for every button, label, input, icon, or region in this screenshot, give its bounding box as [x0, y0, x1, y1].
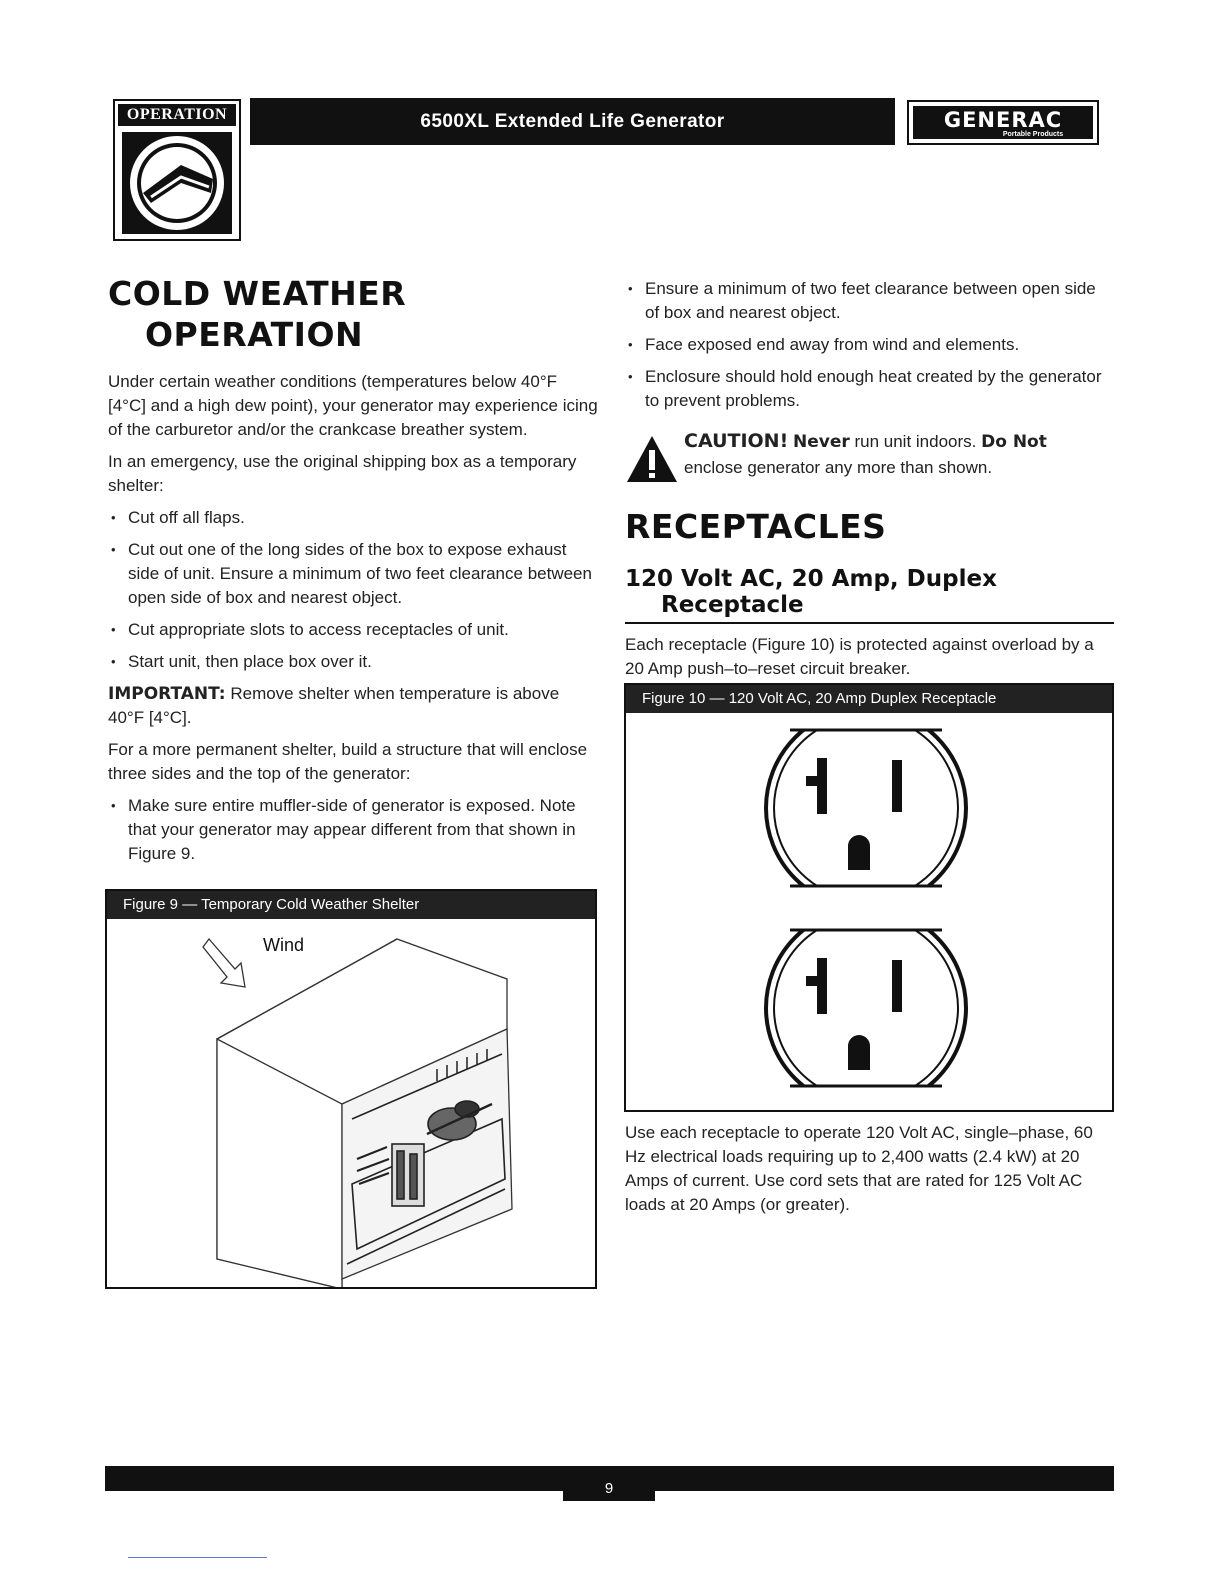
list-item: • Start unit, then place box over it.	[108, 650, 598, 674]
caution-never: Never	[792, 432, 850, 452]
caution-do-not: Do Not	[981, 432, 1047, 452]
cold-weather-heading	[108, 274, 578, 354]
paragraph: Under certain weather conditions (temperatures below 40°F [4°C] and a high dew point), your generator may experience icing of the carburetor and/or the crankcase breather system.	[108, 372, 598, 439]
figure-10	[624, 683, 1114, 1112]
paragraph: For a more permanent shelter, build a structure that will enclose three sides and the top of the generator:	[108, 740, 588, 783]
caution-text: enclose generator any more than shown.	[684, 458, 993, 477]
cold-weather-body	[108, 370, 598, 874]
important-note	[108, 682, 598, 730]
subheading-line-2: Receptacle	[661, 592, 804, 618]
document-title-bar: 6500XL Extended Life Generator	[250, 98, 895, 145]
page-number: 9	[563, 1474, 655, 1501]
section-badge-label: OPERATION	[118, 104, 236, 126]
list-item: • Make sure entire muffler-side of generator is exposed. Note that your generator may appear different from that shown in Figure 9.	[108, 794, 598, 866]
list-item: • Enclosure should hold enough heat created by the generator to prevent problems.	[625, 365, 1105, 413]
generac-logo	[907, 100, 1099, 145]
shelter-steps-list	[108, 506, 598, 674]
outlet-bottom	[766, 906, 966, 1110]
wind-arrow-icon	[203, 939, 245, 987]
brand-name: GENERAC	[943, 108, 1063, 132]
brand-subtitle: Portable Products	[1002, 131, 1064, 138]
wind-label: Wind	[263, 935, 305, 955]
shelter-continued	[625, 277, 1105, 421]
caution-label: CAUTION!	[684, 430, 789, 452]
important-label: IMPORTANT:	[108, 684, 226, 704]
outlet-top	[766, 720, 966, 916]
paragraph: In an emergency, use the original shipping box as a temporary shelter:	[108, 452, 577, 495]
list-item: • Cut out one of the long sides of the box to expose exhaust side of unit. Ensure a minimum of two feet clearance between open side of box and nearest object.	[108, 538, 598, 610]
warning-triangle-icon	[625, 434, 679, 484]
figure-10-caption: Figure 10 — 120 Volt AC, 20 Amp Duplex Receptacle	[626, 685, 1112, 713]
receptacles-heading: RECEPTACLES	[625, 507, 887, 546]
figure-9	[105, 889, 597, 1289]
permanent-shelter-list	[108, 794, 598, 866]
heading-line-2: OPERATION	[145, 315, 364, 354]
receptacle-paragraph: Each receptacle (Figure 10) is protected against overload by a 20 Amp push–to–reset circuit breaker.	[625, 635, 1094, 678]
operation-arrow-icon	[121, 131, 233, 235]
list-item: • Face exposed end away from wind and elements.	[625, 333, 1105, 357]
important-text: Remove shelter when temperature is above 40°F [4°C].	[108, 684, 560, 727]
cold-weather-shelter-illustration	[107, 919, 595, 1287]
duplex-receptacle-illustration	[760, 720, 972, 1110]
receptacle-usage-paragraph: Use each receptacle to operate 120 Volt AC, single–phase, 60 Hz electrical loads requiring up to 2,400 watts (2.4 kW) at 20 Amps of current. Use cord sets that are rated for 125 Volt AC loads at 20 Amps (or greater).	[625, 1123, 1093, 1214]
heading-line-1: COLD WEATHER	[108, 274, 407, 313]
subheading-line-1: 120 Volt AC, 20 Amp, Duplex	[625, 566, 997, 592]
list-item: • Ensure a minimum of two feet clearance between open side of box and nearest object.	[625, 277, 1105, 325]
figure-9-caption: Figure 9 — Temporary Cold Weather Shelter	[107, 891, 595, 919]
footer-rule	[128, 1557, 267, 1558]
receptacle-subheading	[625, 566, 1114, 624]
shelter-requirements-list	[625, 277, 1105, 413]
caution-text: run unit indoors.	[849, 432, 982, 451]
list-item: • Cut appropriate slots to access receptacles of unit.	[108, 618, 598, 642]
list-item: • Cut off all flaps.	[108, 506, 598, 530]
operation-section-badge	[113, 99, 241, 241]
caution-notice	[625, 428, 1105, 486]
